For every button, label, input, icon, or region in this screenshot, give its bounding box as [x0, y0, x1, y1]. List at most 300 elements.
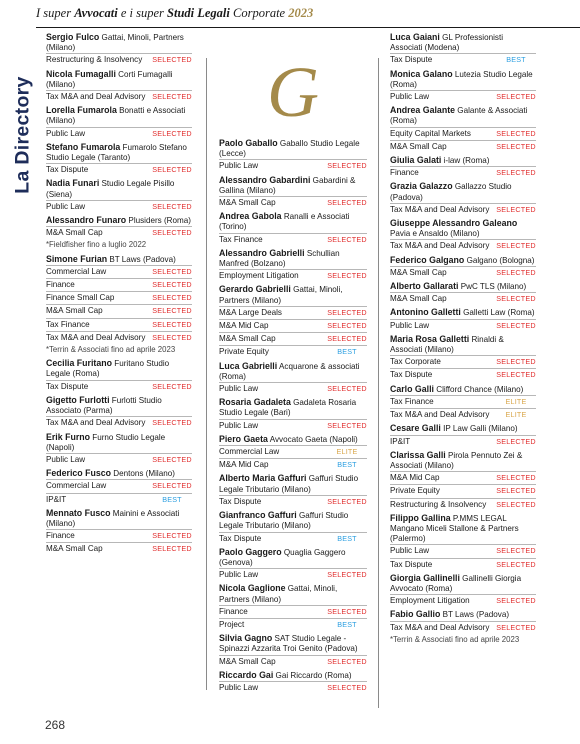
firm-name: Acquarone & associati (Roma) [219, 361, 360, 381]
practice-row [46, 127, 192, 140]
practice-row [390, 319, 536, 332]
practice-area: Public Law [219, 682, 259, 692]
lawyer-name: Alberto Maria Gaffuri [219, 473, 307, 484]
practice-area: Commercial Law [219, 447, 280, 457]
practice-row [390, 471, 536, 484]
practice-row [46, 265, 192, 278]
practice-row [219, 269, 367, 282]
practice-row [219, 681, 367, 694]
lawyer-name: Mennato Fusco [46, 507, 111, 518]
practice-area: Tax Dispute [46, 165, 89, 175]
lawyer-entry [219, 670, 367, 681]
firm-name: Gallinelli Giorgia Avvocato (Roma) [390, 573, 522, 593]
page-number: 268 [45, 718, 66, 732]
practice-row [390, 90, 536, 103]
lawyer-name: Luca Gabrielli [219, 360, 278, 371]
lawyer-name: Filippo Gallina [390, 512, 451, 523]
lawyer-name: Simone Furian [46, 253, 108, 264]
firm-name: Gaffuri Studio Legale Tributario (Milano) [219, 511, 349, 531]
practice-area: M&A Mid Cap [219, 460, 269, 470]
rating-badge: SELECTED [152, 293, 192, 303]
rating-badge: SELECTED [496, 546, 536, 556]
firm-name: Studio Legale Pisillo (Siena) [46, 179, 175, 199]
firm-name: PwC TLS (Milano) [460, 282, 527, 292]
lawyer-entry [219, 138, 367, 159]
practice-row [390, 544, 536, 557]
rating-badge: SELECTED [496, 559, 536, 569]
lawyer-entry [390, 105, 536, 126]
directory-column-1 [46, 30, 192, 556]
lawyer-entry [46, 215, 192, 226]
practice-area: Equity Capital Markets [390, 128, 471, 138]
practice-area: IP&IT [390, 436, 411, 446]
practice-row [46, 90, 192, 103]
lawyer-name: Gerardo Gabrielli [219, 284, 291, 295]
practice-row [219, 233, 367, 246]
rating-badge: SELECTED [152, 481, 192, 491]
firm-name: Gai Riccardo (Roma) [275, 670, 352, 680]
practice-row [390, 408, 536, 421]
lawyer-name: Alberto Gallarati [390, 281, 459, 292]
practice-row [219, 458, 367, 471]
header-part5: Corporate [229, 6, 289, 20]
rating-badge: SELECTED [327, 570, 367, 580]
rating-badge: SELECTED [152, 128, 192, 138]
firm-name: Gadaleta Rosaria Studio Legale (Bari) [219, 398, 357, 418]
lawyer-entry [390, 609, 536, 620]
lawyer-name: Giorgia Gallinelli [390, 572, 460, 583]
firm-name: Furno Studio Legale (Napoli) [46, 432, 166, 452]
practice-area: Tax Dispute [219, 496, 262, 506]
rating-badge: SELECTED [152, 319, 192, 329]
practice-area: Restructuring & Insolvency [46, 55, 143, 65]
rating-badge: SELECTED [327, 161, 367, 171]
rating-badge: SELECTED [152, 418, 192, 428]
practice-row [390, 498, 536, 511]
rating-badge: SELECTED [327, 606, 367, 616]
rating-badge: SELECTED [496, 267, 536, 277]
lawyer-name: Carlo Galli [390, 383, 434, 394]
practice-row [46, 331, 192, 344]
directory-column-2 [219, 30, 367, 694]
rating-badge: SELECTED [496, 128, 536, 138]
lawyer-name: Grazia Galazzo [390, 181, 453, 192]
practice-row [46, 380, 192, 393]
practice-area: Project [219, 619, 245, 629]
side-title [10, 60, 36, 210]
lawyer-entry [46, 468, 192, 479]
lawyer-entry [219, 361, 367, 382]
practice-row [219, 532, 367, 545]
rating-badge: SELECTED [327, 384, 367, 394]
practice-row [219, 319, 367, 332]
firm-name: BT Laws (Padova) [109, 254, 176, 264]
firm-name: BT Laws (Padova) [442, 610, 510, 620]
lawyer-name: Gianfranco Gaffuri [219, 510, 297, 521]
rating-badge: SELECTED [327, 321, 367, 331]
lawyer-entry [390, 334, 536, 355]
firm-name: SAT Studio Legale - Spinazzi Azzarita Troi Genito (Padova) [219, 634, 358, 654]
footnote: *Fieldfisher fino a luglio 2022 [46, 240, 147, 250]
lawyer-entry [46, 395, 192, 416]
lawyer-name: Andrea Gabola [219, 211, 282, 222]
lawyer-entry [46, 32, 192, 53]
firm-name: Avvocato Gaeta (Napoli) [269, 434, 358, 444]
lawyer-name: Alessandro Gabrielli [219, 247, 305, 258]
column-divider-1 [206, 58, 207, 690]
practice-area: Finance [390, 168, 419, 178]
lawyer-entry [46, 432, 192, 453]
practice-area: Tax M&A and Deal Advisory [390, 622, 490, 632]
firm-name: Pavia e Ansaldo (Milano) [390, 229, 480, 239]
practice-row [390, 594, 536, 607]
firm-name: Schullian Manfred (Bolzano) [219, 248, 340, 269]
practice-row [219, 332, 367, 345]
practice-area: Tax Finance [390, 396, 434, 406]
firm-name: Galletti Law (Roma) [463, 308, 535, 318]
practice-row [219, 618, 367, 631]
rating-badge: BEST [337, 619, 357, 629]
lawyer-entry [390, 384, 536, 395]
lawyer-name: Monica Galano [390, 68, 453, 79]
practice-row [219, 196, 367, 209]
practice-row [390, 140, 536, 153]
lawyer-entry [390, 69, 536, 90]
practice-row [390, 395, 536, 408]
lawyer-entry [219, 583, 367, 604]
rating-badge: SELECTED [152, 280, 192, 290]
rating-badge: SELECTED [496, 294, 536, 304]
rating-badge: SELECTED [327, 334, 367, 344]
lawyer-name: Giulia Galati [390, 155, 442, 166]
practice-area: M&A Mid Cap [390, 473, 440, 483]
lawyer-entry [390, 307, 536, 318]
lawyer-name: Luca Gaiani [390, 32, 440, 42]
directory-column-3 [390, 30, 536, 646]
rating-badge: SELECTED [496, 473, 536, 483]
rating-badge: SELECTED [152, 165, 192, 175]
rating-badge: SELECTED [327, 271, 367, 281]
practice-area: Finance Small Cap [46, 293, 115, 303]
lawyer-entry [390, 255, 536, 266]
practice-area: Employment Litigation [390, 596, 470, 606]
rating-badge: SELECTED [152, 266, 192, 276]
lawyer-entry [46, 142, 192, 163]
practice-row [46, 479, 192, 492]
firm-name: P.MMS LEGAL Mangano Miceli Stallone & Partners (Palermo) [390, 513, 519, 544]
lawyer-entry [219, 211, 367, 232]
lawyer-entry [390, 573, 536, 594]
firm-name: GL Professionisti Associati (Modena) [390, 33, 504, 53]
firm-name: Gattai, Minoli, Partners (Milano) [219, 285, 343, 305]
practice-area: Finance [46, 280, 75, 290]
practice-area: M&A Small Cap [390, 141, 447, 151]
practice-area: M&A Mid Cap [219, 321, 269, 331]
practice-area: M&A Small Cap [219, 334, 276, 344]
practice-row [390, 484, 536, 497]
practice-row [219, 419, 367, 432]
rating-badge: SELECTED [496, 320, 536, 330]
rating-badge: SELECTED [496, 370, 536, 380]
practice-area: Tax M&A and Deal Advisory [390, 410, 490, 420]
practice-row [46, 416, 192, 429]
lawyer-name: Riccardo Gai [219, 669, 274, 680]
lawyer-entry [46, 105, 192, 126]
firm-name: Bonatti e Associati (Milano) [46, 106, 186, 126]
practice-row [390, 355, 536, 368]
practice-row [219, 445, 367, 458]
header-part4: Studi Legali [167, 6, 230, 20]
lawyer-name: Cesare Galli [390, 423, 441, 434]
practice-row [46, 542, 192, 555]
practice-row [219, 655, 367, 668]
lawyer-entry [219, 434, 367, 445]
practice-area: Employment Litigation [219, 271, 299, 281]
lawyer-entry [390, 423, 536, 434]
practice-area: Commercial Law [46, 481, 107, 491]
firm-name: Gallazzo Studio (Padova) [390, 182, 512, 202]
lawyer-name: Nadia Funari [46, 178, 100, 189]
firm-name: Furlotti Studio Associato (Parma) [46, 395, 162, 416]
rating-badge: SELECTED [152, 332, 192, 342]
lawyer-entry [219, 473, 367, 494]
practice-area: M&A Small Cap [46, 306, 103, 316]
lawyer-entry [390, 155, 536, 166]
practice-area: M&A Small Cap [46, 228, 103, 238]
lawyer-name: Alessandro Funaro [46, 215, 127, 226]
rating-badge: SELECTED [496, 436, 536, 446]
lawyer-entry [390, 450, 536, 471]
practice-area: Public Law [219, 161, 259, 171]
firm-name: Lutezia Studio Legale (Roma) [390, 69, 533, 89]
rating-badge: SELECTED [496, 204, 536, 214]
practice-row [219, 605, 367, 618]
rating-badge: ELITE [505, 410, 527, 420]
lawyer-name: Federico Fusco [46, 468, 112, 479]
lawyer-entry [46, 254, 192, 265]
firm-name: Corti Fumagalli (Milano) [46, 69, 173, 89]
practice-row [46, 304, 192, 317]
running-header [36, 6, 580, 32]
practice-area: Public Law [219, 570, 259, 580]
header-part1: I super [36, 6, 75, 20]
practice-area: Public Law [219, 420, 259, 430]
rating-badge: SELECTED [152, 55, 192, 65]
lawyer-name: Alessandro Gabardini [219, 174, 311, 185]
lawyer-entry [390, 513, 536, 545]
practice-area: Tax Dispute [390, 55, 433, 65]
firm-name: IP Law Galli (Milano) [443, 424, 518, 434]
rating-badge: SELECTED [327, 234, 367, 244]
rating-badge: SELECTED [496, 92, 536, 102]
practice-row [219, 382, 367, 395]
practice-area: Finance [46, 531, 75, 541]
practice-area: Finance [219, 606, 248, 616]
column-divider-2 [378, 58, 379, 708]
rating-badge: SELECTED [152, 454, 192, 464]
rating-badge: SELECTED [152, 201, 192, 211]
firm-name: Gaballo Studio Legale (Lecce) [219, 139, 360, 159]
rating-badge: SELECTED [152, 531, 192, 541]
practice-row [390, 166, 536, 179]
rating-badge: BEST [337, 533, 357, 543]
firm-name: i-law (Roma) [443, 156, 490, 166]
practice-row [390, 368, 536, 381]
lawyer-entry [219, 633, 367, 654]
practice-area: Tax Dispute [219, 533, 262, 543]
lawyer-name: Paolo Gaggero [219, 546, 282, 557]
practice-area: Restructuring & Insolvency [390, 499, 487, 509]
firm-name: Mainini e Associati (Milano) [46, 508, 180, 528]
practice-area: Commercial Law [46, 266, 107, 276]
firm-name: Rinaldi & Associati (Milano) [390, 334, 504, 355]
practice-row [219, 568, 367, 581]
header-year: 2023 [288, 6, 314, 20]
rating-badge: SELECTED [152, 306, 192, 316]
practice-row [390, 53, 536, 66]
lawyer-entry [46, 178, 192, 199]
practice-area: Tax Dispute [46, 381, 89, 391]
firm-name: Fumarolo Stefano Studio Legale (Taranto) [46, 142, 187, 163]
practice-area: Tax M&A and Deal Advisory [390, 241, 490, 251]
footnote: *Terrin & Associati fino ad aprile 2023 [46, 345, 176, 355]
rating-badge: SELECTED [496, 486, 536, 496]
practice-area: Public Law [390, 546, 430, 556]
lawyer-entry [46, 358, 192, 379]
lawyer-name: Paolo Gaballo [219, 138, 278, 148]
firm-name: Dentons (Milano) [113, 469, 175, 479]
practice-area: M&A Small Cap [390, 294, 447, 304]
lawyer-name: Nicola Gaglione [219, 583, 286, 594]
header-rule [36, 27, 580, 28]
lawyer-entry [219, 547, 367, 568]
practice-area: Tax M&A and Deal Advisory [390, 204, 490, 214]
firm-name: Clifford Chance (Milano) [436, 384, 524, 394]
lawyer-name: Giuseppe Alessandro Galeano [390, 218, 518, 229]
practice-area: M&A Small Cap [219, 656, 276, 666]
practice-row [219, 495, 367, 508]
practice-area: Tax M&A and Deal Advisory [46, 332, 146, 342]
practice-area: M&A Small Cap [390, 267, 447, 277]
rating-badge: SELECTED [496, 499, 536, 509]
lawyer-name: Clarissa Galli [390, 449, 446, 460]
rating-badge: SELECTED [327, 682, 367, 692]
lawyer-name: Lorella Fumarola [46, 105, 117, 116]
rating-badge: SELECTED [496, 596, 536, 606]
lawyer-name: Rosaria Gadaleta [219, 397, 291, 408]
rating-badge: SELECTED [327, 656, 367, 666]
firm-name: Galgano (Bologna) [466, 255, 535, 265]
rating-badge: SELECTED [496, 241, 536, 251]
lawyer-name: Gigetto Furlotti [46, 394, 110, 405]
practice-row [46, 226, 192, 239]
practice-row [46, 291, 192, 304]
firm-name: Gattai, Minoli, Partners (Milano) [46, 33, 184, 53]
practice-row [46, 453, 192, 466]
rating-badge: ELITE [505, 396, 527, 406]
rating-badge: SELECTED [327, 307, 367, 317]
practice-row [390, 203, 536, 216]
rating-badge: SELECTED [327, 198, 367, 208]
firm-name: Gaffuri Studio Legale Tributario (Milano) [219, 474, 359, 494]
practice-row [390, 435, 536, 448]
lawyer-entry [390, 218, 536, 239]
practice-row [390, 266, 536, 279]
practice-row [219, 159, 367, 172]
firm-name: Furitano Studio Legale (Roma) [46, 359, 170, 379]
lawyer-entry [219, 175, 367, 196]
rating-badge: SELECTED [152, 381, 192, 391]
lawyer-entry [46, 508, 192, 529]
lawyer-name: Antonino Galletti [390, 307, 461, 318]
firm-name: Gabardini & Gallina (Milano) [219, 175, 356, 195]
lawyer-name: Piero Gaeta [219, 433, 268, 444]
practice-area: Tax Corporate [390, 357, 441, 367]
practice-row [390, 621, 536, 634]
firm-name: Ranalli e Associati (Torino) [219, 212, 350, 232]
practice-area: Tax M&A and Deal Advisory [46, 92, 146, 102]
practice-area: M&A Large Deals [219, 307, 282, 317]
firm-name: Quaglia Gaggero (Genova) [219, 547, 346, 567]
rating-badge: BEST [337, 347, 357, 357]
lawyer-name: Fabio Gallio [390, 609, 441, 620]
practice-area: Tax Finance [46, 319, 90, 329]
section-letter: G [267, 52, 319, 132]
practice-area: Tax Dispute [390, 370, 433, 380]
practice-row [390, 239, 536, 252]
lawyer-entry [390, 281, 536, 292]
practice-area: IP&IT [46, 494, 67, 504]
lawyer-entry [390, 181, 536, 202]
practice-row [46, 278, 192, 291]
lawyer-entry [219, 248, 367, 269]
lawyer-name: Silvia Gagno [219, 633, 273, 644]
practice-area: Tax Dispute [390, 559, 433, 569]
practice-row [46, 493, 192, 506]
rating-badge: BEST [162, 494, 182, 504]
rating-badge: BEST [506, 55, 526, 65]
rating-badge: SELECTED [327, 420, 367, 430]
practice-row [46, 53, 192, 66]
practice-row [219, 306, 367, 319]
lawyer-entry [46, 69, 192, 90]
firm-name: Plusiders (Roma) [128, 216, 191, 226]
lawyer-name: Andrea Galante [390, 105, 456, 116]
rating-badge: ELITE [336, 447, 358, 457]
rating-badge: SELECTED [496, 168, 536, 178]
rating-badge: SELECTED [496, 357, 536, 367]
practice-area: Private Equity [219, 347, 269, 357]
header-part2: Avvocati [74, 6, 118, 20]
practice-row [390, 292, 536, 305]
practice-area: M&A Small Cap [219, 198, 276, 208]
rating-badge: SELECTED [327, 496, 367, 506]
firm-name: Gattai, Minoli, Partners (Milano) [219, 584, 338, 604]
lawyer-entry [219, 284, 367, 305]
lawyer-name: Federico Galgano [390, 254, 465, 265]
header-part3: e i super [117, 6, 168, 20]
practice-area: M&A Small Cap [46, 544, 103, 554]
practice-area: Public Law [46, 454, 86, 464]
rating-badge: SELECTED [496, 622, 536, 632]
lawyer-name: Sergio Fulco [46, 32, 100, 42]
practice-area: Public Law [219, 384, 259, 394]
lawyer-name: Nicola Fumagalli [46, 68, 116, 79]
rating-badge: BEST [337, 460, 357, 470]
practice-area: Public Law [390, 92, 430, 102]
rating-badge: SELECTED [152, 544, 192, 554]
practice-row [219, 345, 367, 358]
